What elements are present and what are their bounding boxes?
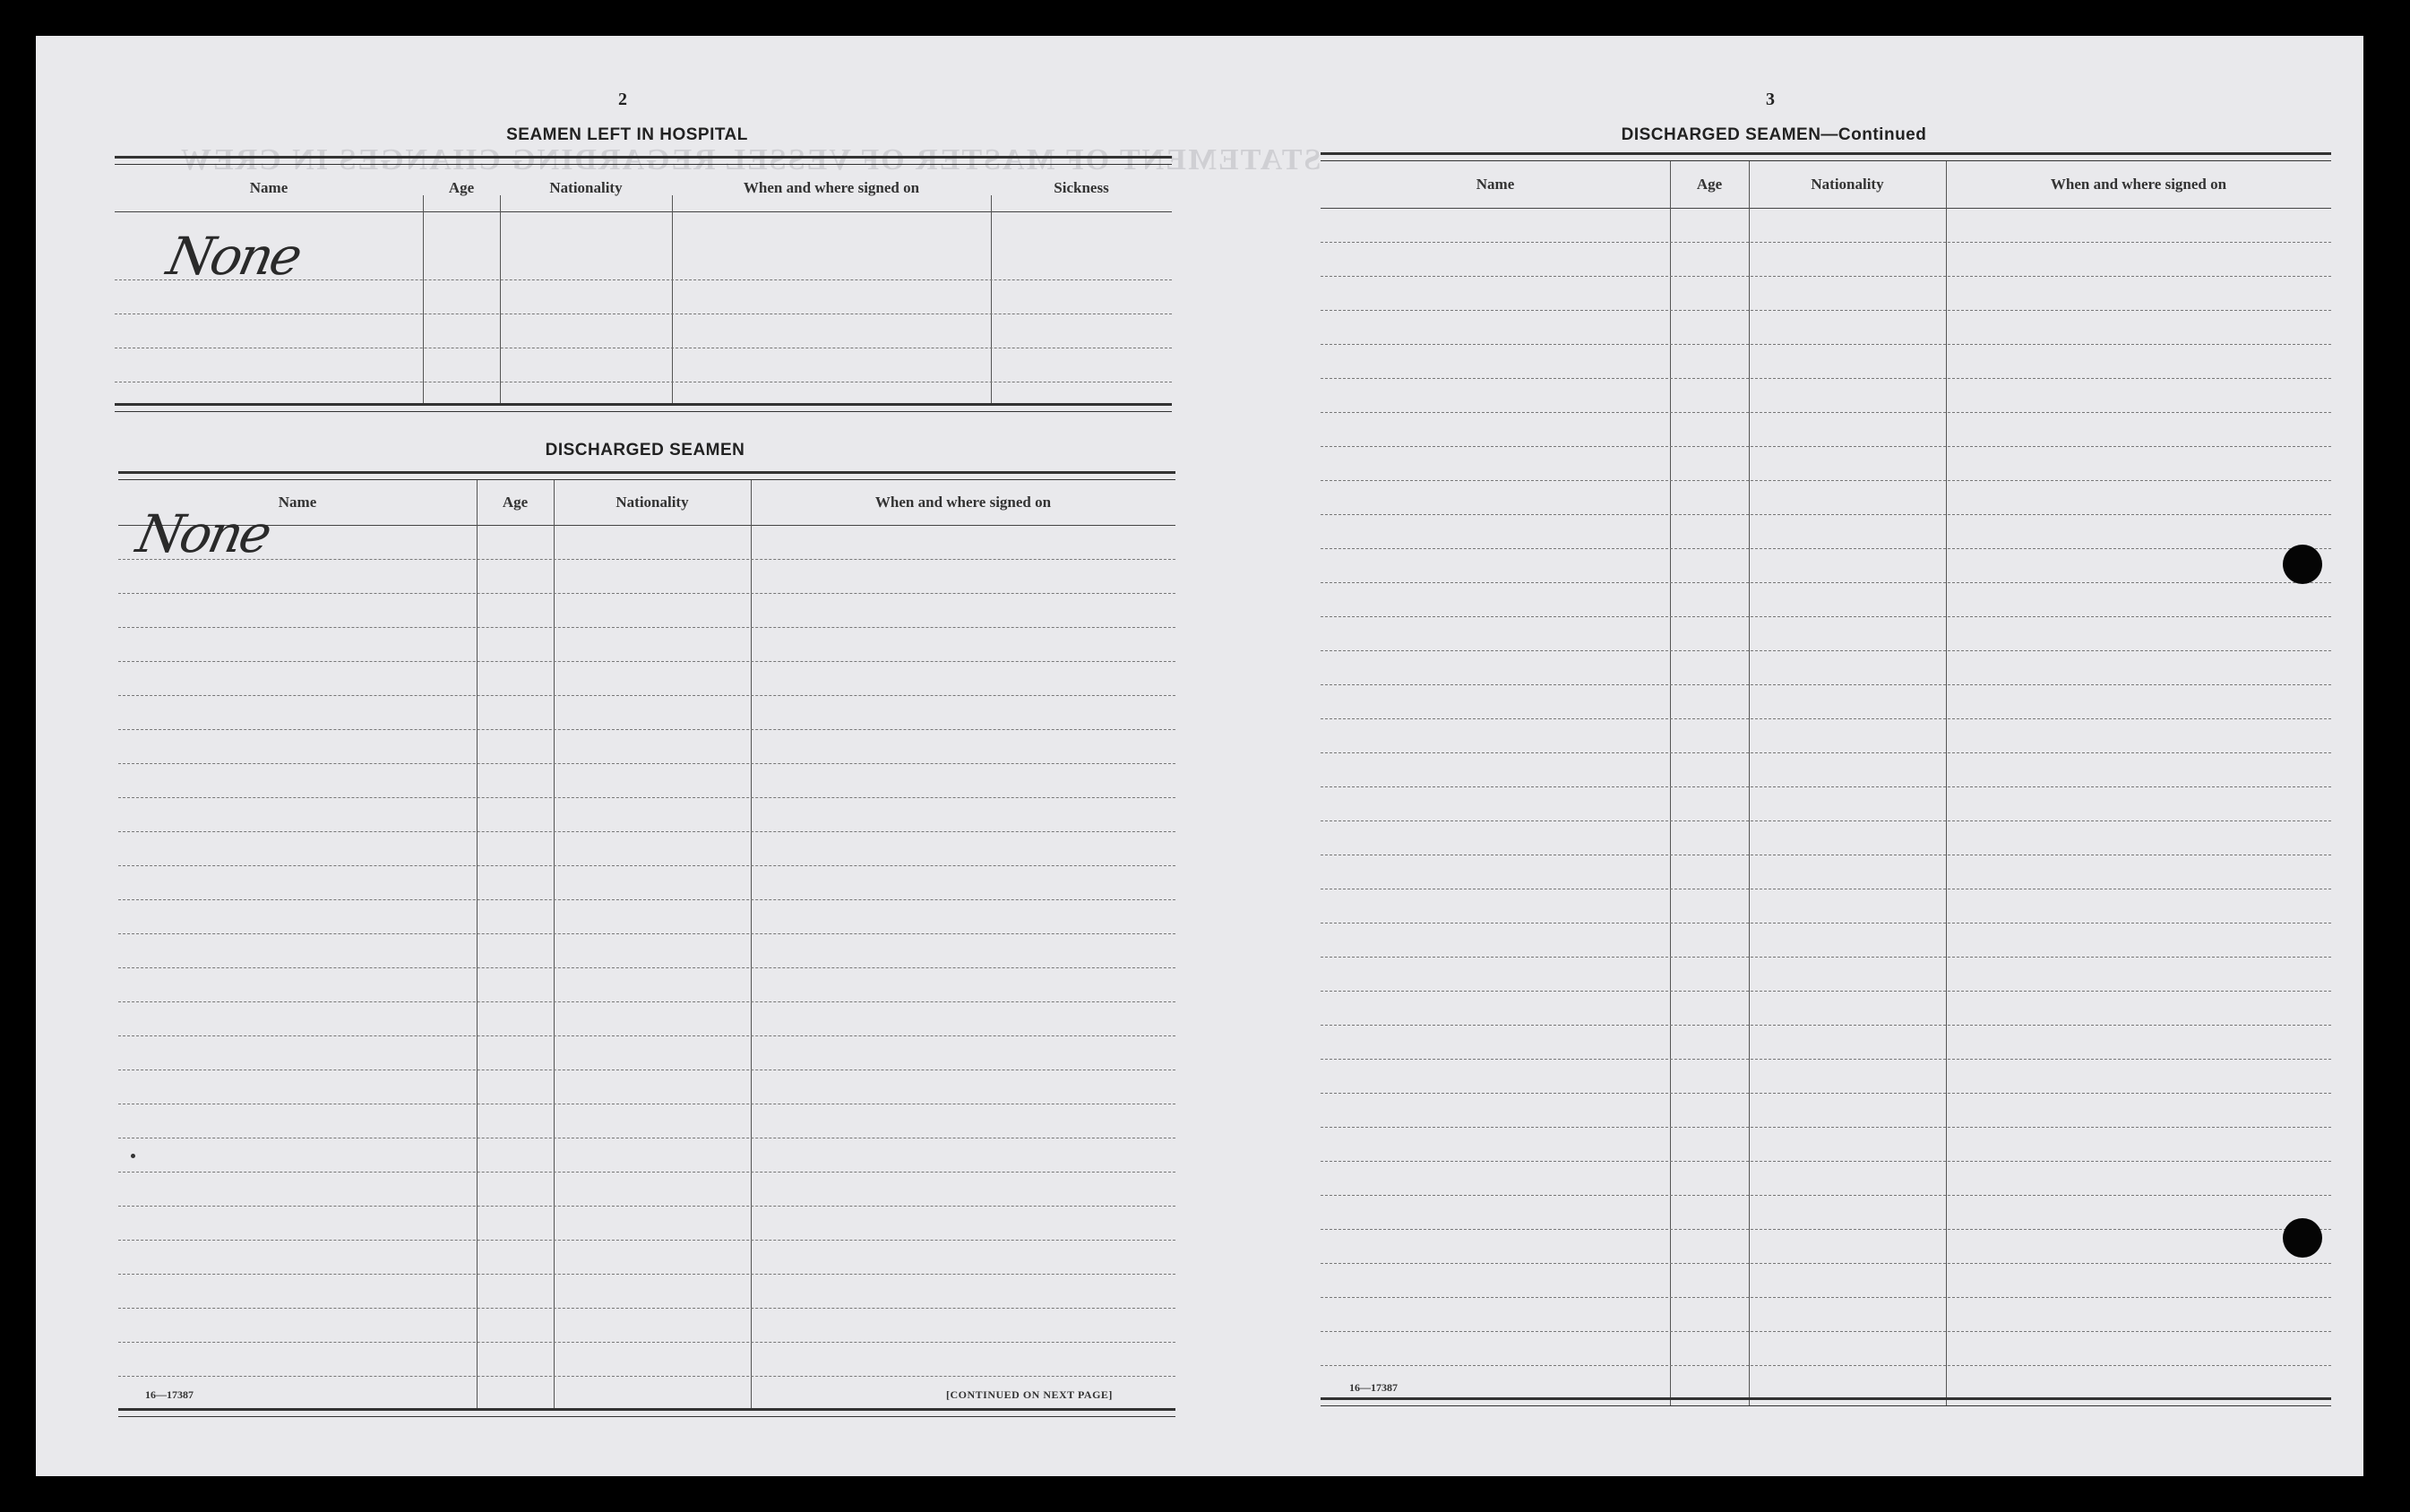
row-line xyxy=(1321,1229,2331,1230)
row-line xyxy=(118,967,1175,968)
column-divider xyxy=(477,480,478,1408)
top-rule xyxy=(118,471,1175,480)
right-page xyxy=(1236,36,2363,1476)
bottom-rule xyxy=(118,1408,1175,1417)
row-line xyxy=(1321,991,2331,992)
row-line xyxy=(1321,1161,2331,1162)
bottom-rule xyxy=(1321,1397,2331,1406)
discharged-table xyxy=(118,471,1175,1421)
row-line xyxy=(1321,1195,2331,1196)
row-line xyxy=(1321,616,2331,617)
row-line xyxy=(118,1172,1175,1173)
row-line xyxy=(1321,1263,2331,1264)
column-divider xyxy=(554,480,555,1408)
row-line xyxy=(1321,480,2331,481)
left-page xyxy=(36,36,1192,1476)
row-line xyxy=(118,1206,1175,1207)
column-header-sickness: Sickness xyxy=(1054,179,1109,196)
column-header-signed-on: When and where signed on xyxy=(743,179,920,196)
punch-hole xyxy=(2283,1218,2322,1258)
scanned-document xyxy=(36,36,2363,1476)
row-line xyxy=(1321,446,2331,447)
hospital-table xyxy=(115,156,1172,425)
header-row xyxy=(115,165,1172,212)
row-line xyxy=(118,1274,1175,1275)
page-number: 3 xyxy=(1766,90,1775,109)
column-header-nationality: Nationality xyxy=(615,494,689,511)
column-header-signed-on: When and where signed on xyxy=(874,494,1052,511)
row-line xyxy=(118,559,1175,560)
row-line xyxy=(1321,1365,2331,1366)
row-line xyxy=(1321,1127,2331,1128)
row-line xyxy=(118,831,1175,832)
column-header-nationality: Nationality xyxy=(549,179,623,196)
handwritten-entry: None xyxy=(161,226,306,287)
row-line xyxy=(118,1035,1175,1036)
row-line xyxy=(1321,786,2331,787)
column-header-age: Age xyxy=(1696,176,1723,193)
header-row xyxy=(1321,161,2331,209)
top-rule xyxy=(115,156,1172,165)
punch-hole xyxy=(2283,545,2322,584)
column-header-age: Age xyxy=(502,494,529,511)
column-divider xyxy=(751,480,752,1408)
row-line xyxy=(1321,1331,2331,1332)
row-line xyxy=(1321,582,2331,583)
discharged-section-title: DISCHARGED SEAMEN xyxy=(545,441,745,460)
column-header-name: Name xyxy=(278,494,317,511)
form-code: 16—17387 xyxy=(1349,1381,1398,1394)
column-divider xyxy=(1946,161,1947,1406)
page-number: 2 xyxy=(618,90,627,109)
row-line xyxy=(118,695,1175,696)
row-line xyxy=(1321,923,2331,924)
row-line xyxy=(118,661,1175,662)
discharged-continued-table xyxy=(1321,152,2331,1415)
row-line xyxy=(118,865,1175,866)
row-line xyxy=(118,933,1175,934)
row-line xyxy=(118,729,1175,730)
discharged-continued-title: DISCHARGED SEAMEN—Continued xyxy=(1621,125,1927,144)
column-divider xyxy=(1749,161,1750,1406)
column-divider xyxy=(423,195,424,403)
row-line xyxy=(1321,412,2331,413)
column-divider xyxy=(1670,161,1671,1406)
row-line xyxy=(1321,548,2331,549)
row-line xyxy=(118,1376,1175,1377)
row-line xyxy=(118,1342,1175,1343)
column-divider xyxy=(672,195,673,403)
column-divider xyxy=(500,195,501,403)
row-line xyxy=(1321,650,2331,651)
column-divider xyxy=(991,195,992,403)
row-line xyxy=(1321,514,2331,515)
row-line xyxy=(118,1308,1175,1309)
row-line xyxy=(118,797,1175,798)
column-header-name: Name xyxy=(249,179,288,196)
row-line xyxy=(1321,1093,2331,1094)
row-line xyxy=(1321,820,2331,821)
row-line xyxy=(1321,1297,2331,1298)
bottom-rule xyxy=(115,403,1172,412)
row-line xyxy=(118,627,1175,628)
row-line xyxy=(118,899,1175,900)
row-line xyxy=(118,1001,1175,1002)
row-line xyxy=(1321,276,2331,277)
row-line xyxy=(1321,1025,2331,1026)
row-line xyxy=(118,1240,1175,1241)
column-header-name: Name xyxy=(1476,176,1515,193)
row-line xyxy=(1321,718,2331,719)
row-line xyxy=(1321,957,2331,958)
row-line xyxy=(118,593,1175,594)
row-line xyxy=(1321,684,2331,685)
row-line xyxy=(118,763,1175,764)
bleed-through-text: STATEMENT OF MASTER OF VESSEL REGARDING CHANGES IN CREW xyxy=(179,143,1321,176)
row-line xyxy=(1321,242,2331,243)
hospital-section-title: SEAMEN LEFT IN HOSPITAL xyxy=(506,125,748,144)
row-line xyxy=(1321,752,2331,753)
top-rule xyxy=(1321,152,2331,161)
column-header-nationality: Nationality xyxy=(1811,176,1884,193)
handwritten-entry: None xyxy=(131,503,275,564)
column-header-age: Age xyxy=(448,179,475,196)
column-header-signed-on: When and where signed on xyxy=(2050,176,2227,193)
form-code: 16—17387 xyxy=(145,1388,194,1401)
header-row xyxy=(118,480,1175,526)
row-line xyxy=(1321,1059,2331,1060)
row-line xyxy=(1321,310,2331,311)
row-line xyxy=(1321,378,2331,379)
ink-speck xyxy=(131,1154,135,1158)
row-line xyxy=(1321,344,2331,345)
continued-note: [CONTINUED ON NEXT PAGE] xyxy=(946,1388,1113,1401)
